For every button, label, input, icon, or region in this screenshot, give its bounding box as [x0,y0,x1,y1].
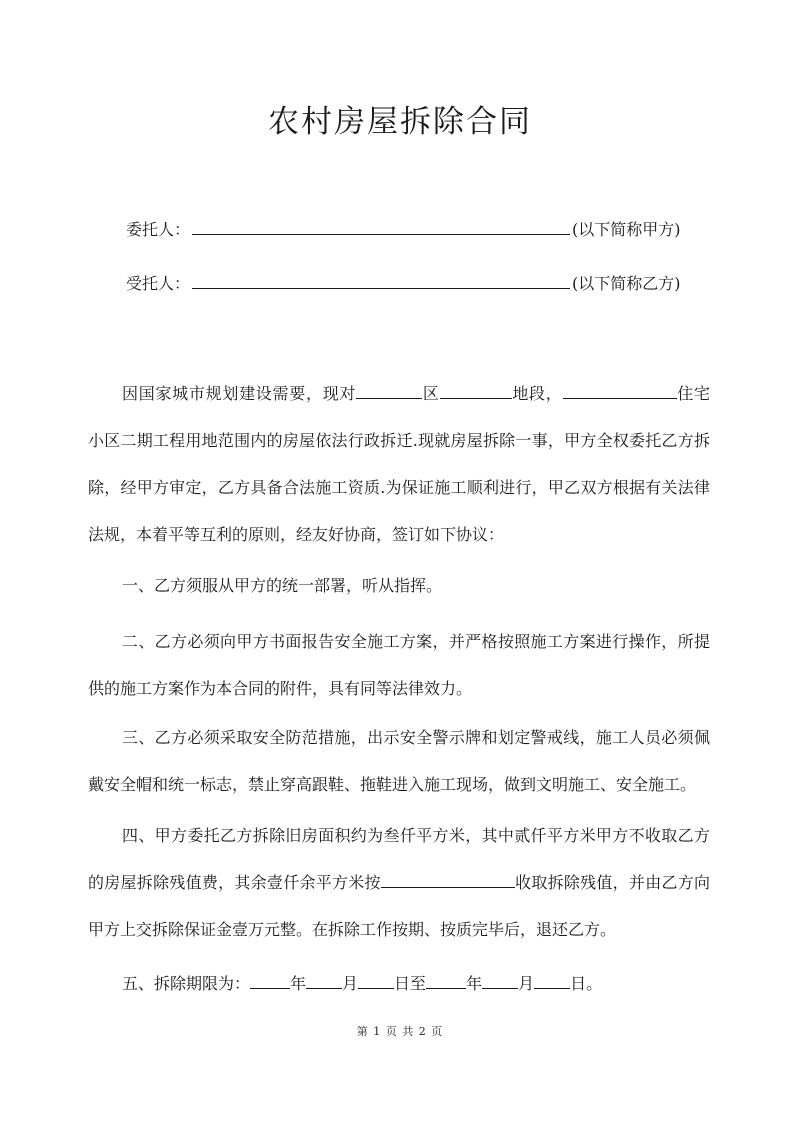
intro-text-3: 地段， [511,384,563,403]
clause-3: 三、乙方必须采取安全防范措施，出示安全警示牌和划定警戒线，施工人员必须佩戴安全帽和统一标志，禁止穿高跟鞋、拖鞋进入施工现场，做到文明施工、安全施工。 [88,728,710,794]
start-day-blank[interactable] [358,971,394,989]
clause-5 [88,960,710,1007]
clause-5-label: 五、拆除期限为： [122,974,251,993]
year-label: 年 [290,974,307,993]
intro-text-2: 区 [422,384,440,403]
clause-4-text-2: 收取拆除残值，并由乙方向甲方上交拆除保证金壹万元整。在拆除工作按期、按质完毕后，退还乙方。 [88,873,710,939]
party-a-blank[interactable] [192,217,570,235]
party-a-label: 委托人： [126,220,191,239]
clause-4-text-1: 四、甲方委托乙方拆除旧房面积约为叁仟平方米，其中贰仟平方米甲方不收取乙方的房屋拆除残值费，其余壹仟余平方米按 [88,826,710,892]
month-label: 月 [342,974,359,993]
end-year-blank[interactable] [426,971,466,989]
page-footer: 第 1 页 共 2 页 [356,1025,444,1038]
district-blank[interactable] [356,381,422,399]
month-label-2: 月 [518,974,535,993]
day-end-label: 日。 [570,974,603,993]
clause-4 [88,812,710,953]
party-b-blank[interactable] [192,271,570,289]
residence-blank[interactable] [563,381,677,399]
intro-text-1: 因国家城市规划建设需要，现对 [122,384,357,403]
start-month-blank[interactable] [306,971,342,989]
clause-1: 一、乙方须服从甲方的统一部署，听从指挥。 [122,576,443,595]
party-a-note: (以下简称甲方) [572,220,681,239]
end-day-blank[interactable] [534,971,570,989]
end-month-blank[interactable] [482,971,518,989]
section-blank[interactable] [440,381,512,399]
day-to-label: 日至 [394,974,427,993]
party-b-label: 受托人： [126,274,191,293]
start-year-blank[interactable] [250,971,290,989]
year-label-2: 年 [466,974,483,993]
intro-paragraph [88,370,710,558]
party-b-line [126,271,681,296]
clause-2: 二、乙方必须向甲方书面报告安全施工方案，并严格按照施工方案进行操作，所提供的施工方案作为本合同的附件，具有同等法律效力。 [88,632,710,698]
salvage-rate-blank[interactable] [381,870,515,888]
party-a-line [126,217,681,242]
intro-text-4: 住宅小区二期工程用地范围内的房屋依法行政拆迁.现就房屋拆除一事，甲方全权委托乙方拆除，经甲方审定，乙方具备合法施工资质.为保证施工顺利进行，甲乙双方根据有关法律法规，本着平等互利的原则，经友好协商，签订如下协议： [88,384,710,544]
party-b-note: (以下简称乙方) [572,274,681,293]
document-title: 农村房屋拆除合同 [268,104,532,140]
